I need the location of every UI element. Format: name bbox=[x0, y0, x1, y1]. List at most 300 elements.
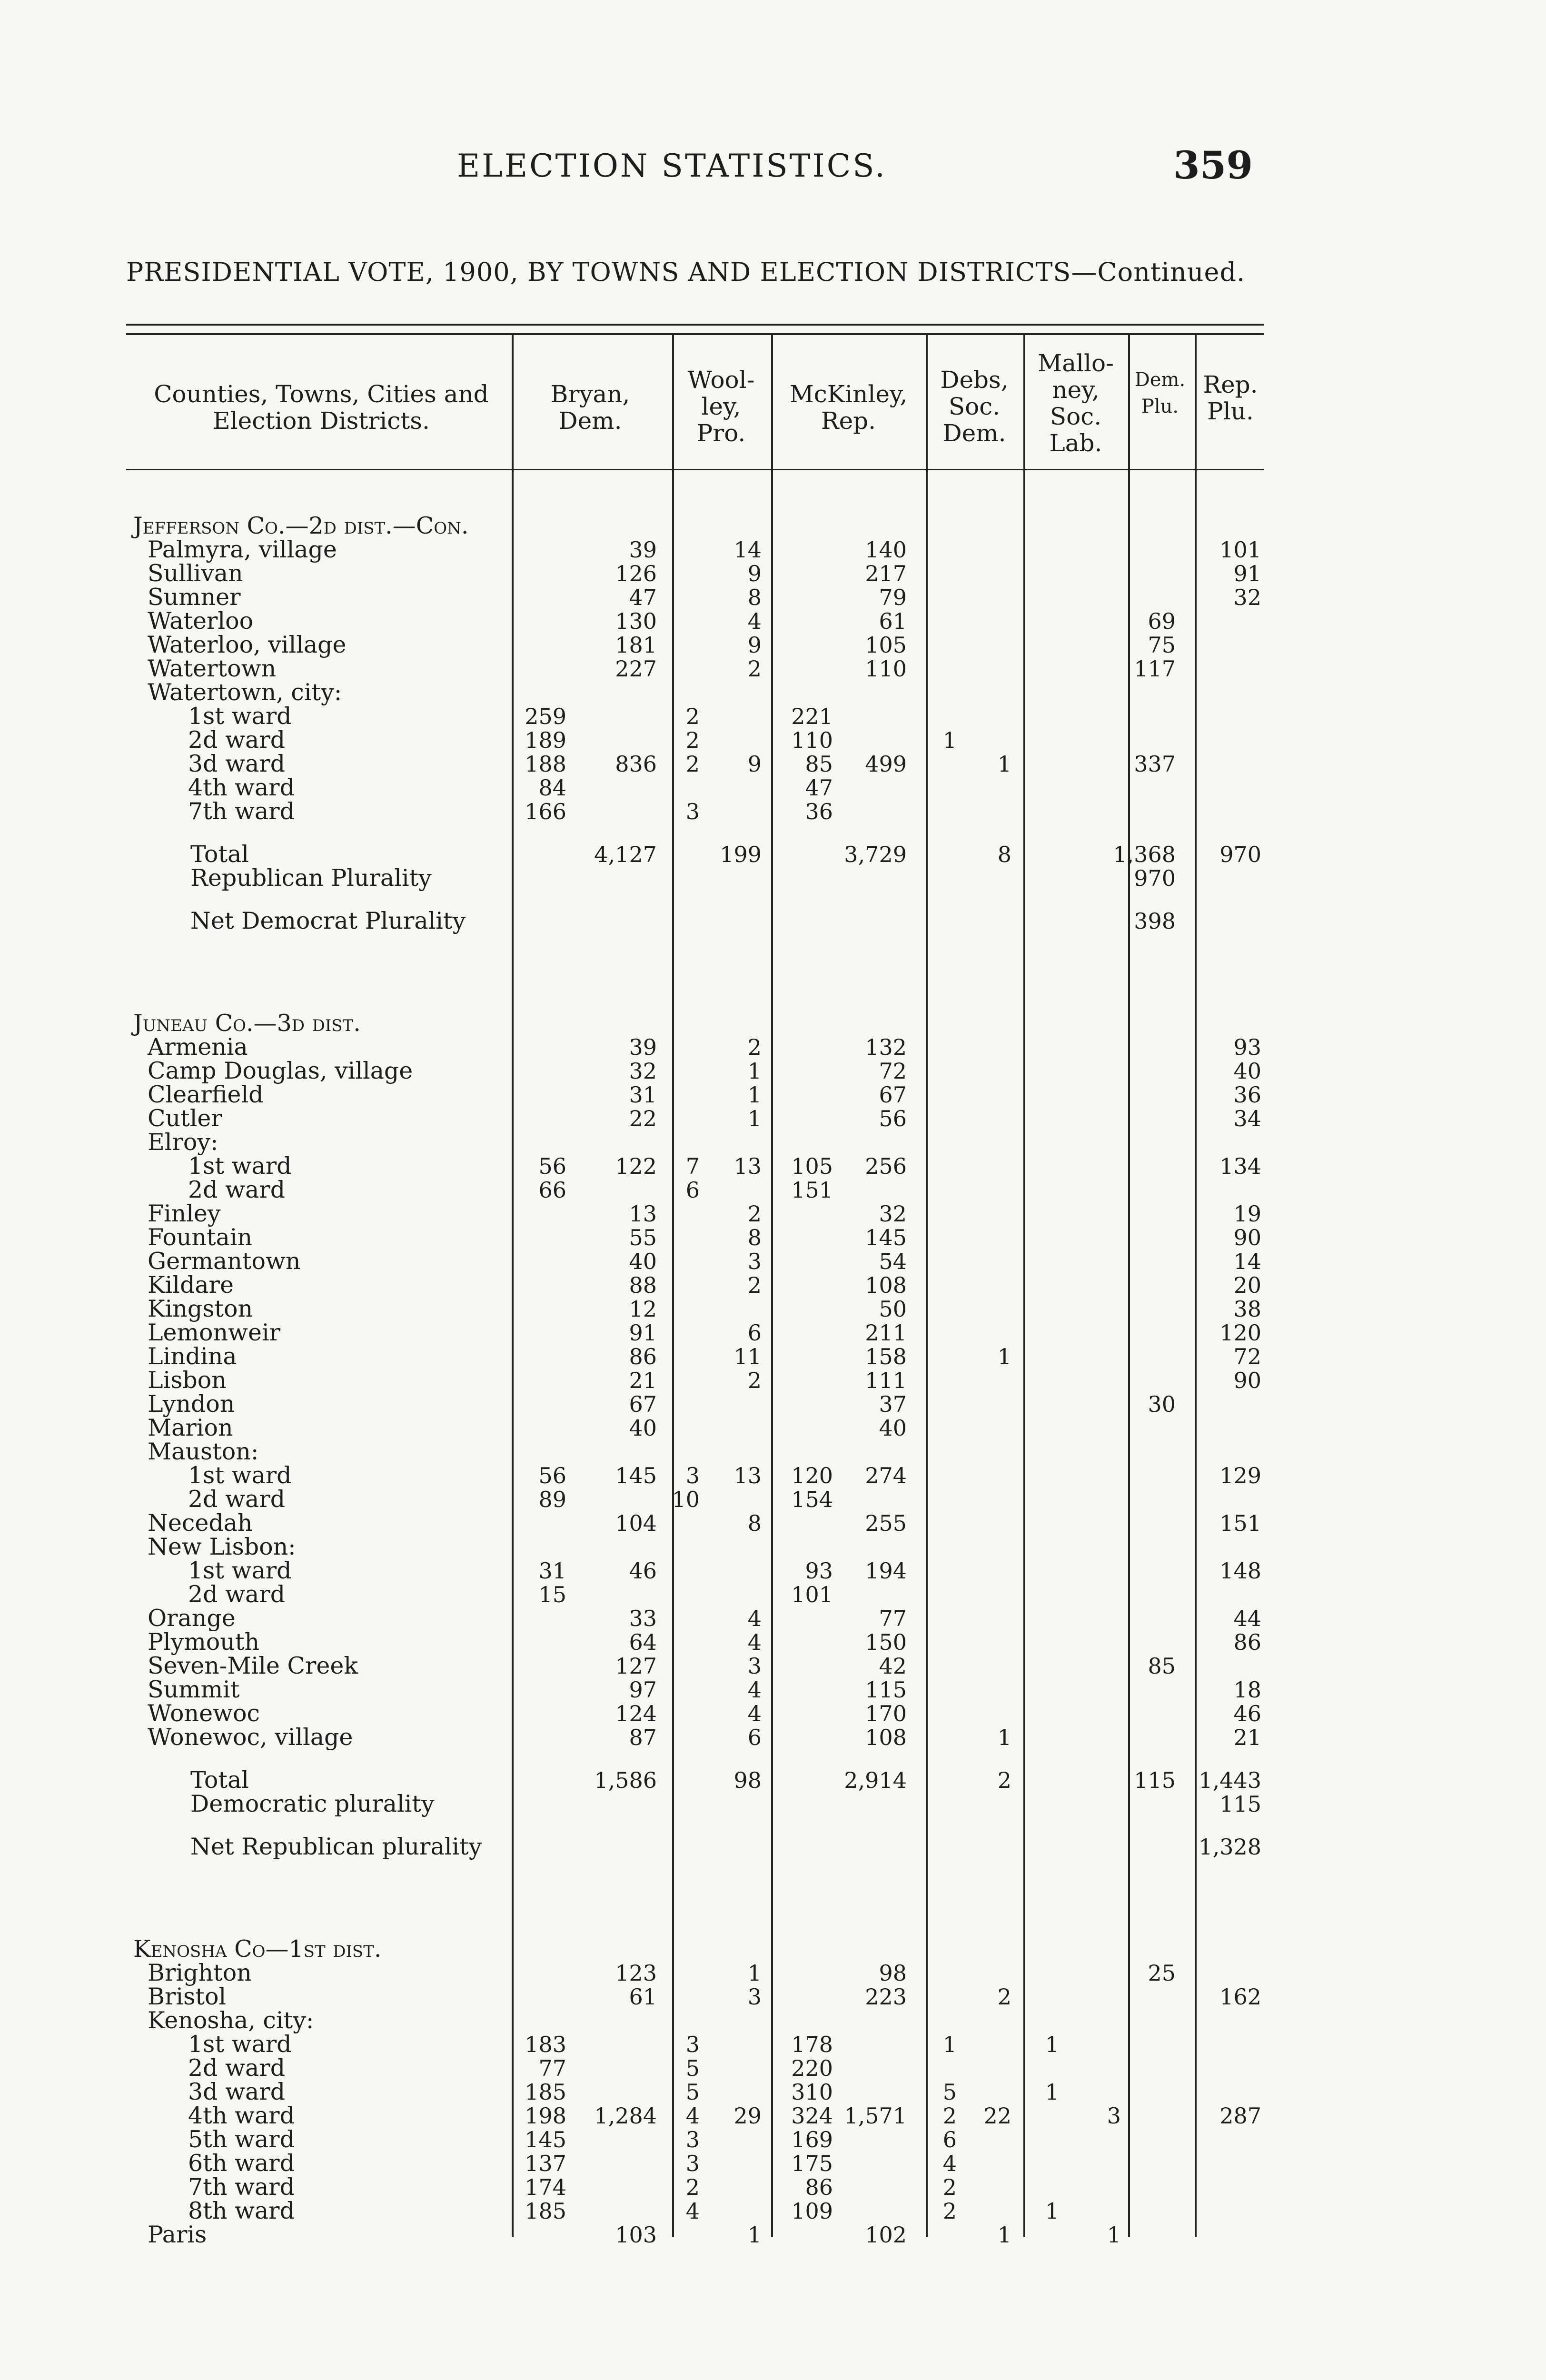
cell-sw: 2 bbox=[685, 2174, 700, 2200]
cell-mckinley: 158 bbox=[865, 1344, 907, 1369]
cell-sm: 86 bbox=[805, 2174, 833, 2200]
cell-woolley: 199 bbox=[720, 842, 762, 867]
cell-dem: 970 bbox=[1134, 865, 1176, 891]
cell-woolley: 4 bbox=[747, 608, 762, 634]
cell-rep: 162 bbox=[1219, 1984, 1261, 2010]
county-heading: Jefferson Co.—2d dist.—Con. bbox=[133, 512, 469, 539]
col-divider bbox=[1023, 333, 1025, 2237]
cell-rep: 115 bbox=[1219, 1791, 1261, 1817]
cell-woolley: 6 bbox=[747, 1320, 762, 1346]
cell-rep: 134 bbox=[1219, 1153, 1261, 1179]
row-label: 2d ward bbox=[188, 1176, 286, 1203]
county-heading: Kenosha Co—1st dist. bbox=[133, 1935, 382, 1963]
row-label: Summit bbox=[148, 1676, 240, 1703]
row-label: 1st ward bbox=[188, 2031, 292, 2058]
cell-woolley: 2 bbox=[747, 1272, 762, 1298]
row-label: 1st ward bbox=[188, 1462, 292, 1489]
cell-woolley: 3 bbox=[747, 1249, 762, 1274]
row-label: Armenia bbox=[148, 1033, 248, 1061]
cell-dem: 69 bbox=[1148, 608, 1176, 634]
cell-woolley: 1 bbox=[747, 2222, 762, 2248]
row-label: 2d ward bbox=[188, 2054, 286, 2082]
cell-sm: 85 bbox=[805, 751, 833, 777]
cell-mckinley: 54 bbox=[879, 1249, 907, 1274]
cell-bryan: 97 bbox=[629, 1677, 657, 1703]
cell-bryan: 88 bbox=[629, 1272, 657, 1298]
cell-bryan: 13 bbox=[629, 1201, 657, 1227]
cell-rep: 36 bbox=[1233, 1082, 1261, 1108]
cell-sm: 110 bbox=[791, 727, 833, 753]
cell-bryan: 1,284 bbox=[594, 2103, 657, 2129]
row-label: Net Democrat Plurality bbox=[190, 907, 466, 934]
cell-woolley: 29 bbox=[733, 2103, 762, 2129]
cell-sl: 1 bbox=[1045, 2079, 1059, 2105]
cell-bryan: 181 bbox=[615, 632, 657, 658]
cell-sm: 151 bbox=[791, 1177, 833, 1203]
row-label: Waterloo, village bbox=[148, 631, 347, 658]
cell-sb: 56 bbox=[538, 1463, 566, 1488]
col-divider bbox=[512, 333, 514, 2237]
row-label: 3d ward bbox=[188, 2078, 286, 2105]
cell-bryan: 39 bbox=[629, 537, 657, 563]
header-debs: Debs, Soc. Dem. bbox=[940, 366, 1009, 447]
cell-sm: 220 bbox=[791, 2055, 833, 2081]
cell-sb: 66 bbox=[538, 1177, 566, 1203]
header-woolley: Wool- ley, Pro. bbox=[687, 366, 755, 447]
cell-rep: 90 bbox=[1233, 1368, 1261, 1393]
cell-sd: 5 bbox=[942, 2079, 957, 2105]
row-label: Necedah bbox=[148, 1509, 253, 1537]
cell-rep: 18 bbox=[1233, 1677, 1261, 1703]
header-mckinley: McKinley, Rep. bbox=[789, 380, 908, 435]
row-label: Wonewoc, village bbox=[148, 1724, 353, 1751]
cell-rep: 20 bbox=[1233, 1272, 1261, 1298]
cell-mckinley: 77 bbox=[879, 1606, 907, 1631]
cell-bryan: 21 bbox=[629, 1368, 657, 1393]
row-label: 2d ward bbox=[188, 1581, 286, 1608]
row-label: 2d ward bbox=[188, 1486, 286, 1513]
cell-woolley: 9 bbox=[747, 561, 762, 586]
row-label: Camp Douglas, village bbox=[148, 1057, 413, 1084]
row-label: Cutler bbox=[148, 1105, 222, 1132]
row-label: Brighton bbox=[148, 1959, 252, 1986]
cell-sm: 105 bbox=[791, 1153, 833, 1179]
cell-sm: 109 bbox=[791, 2198, 833, 2224]
table-caption: PRESIDENTIAL VOTE, 1900, BY TOWNS AND ELECTION DISTRICTS—Continued. bbox=[126, 257, 1246, 287]
cell-woolley: 3 bbox=[747, 1653, 762, 1679]
cell-mckinley: 108 bbox=[865, 1725, 907, 1750]
cell-mckinley: 3,729 bbox=[844, 842, 907, 867]
row-label: Seven-Mile Creek bbox=[148, 1652, 358, 1679]
row-label: Republican Plurality bbox=[190, 864, 432, 892]
county-heading: Juneau Co.—3d dist. bbox=[133, 1010, 361, 1037]
cell-bryan: 47 bbox=[629, 585, 657, 610]
cell-mckinley: 102 bbox=[865, 2222, 907, 2248]
cell-bryan: 46 bbox=[629, 1558, 657, 1584]
cell-mckinley: 170 bbox=[865, 1701, 907, 1726]
cell-woolley: 4 bbox=[747, 1629, 762, 1655]
cell-sb: 259 bbox=[525, 704, 566, 729]
cell-sb: 31 bbox=[538, 1558, 566, 1584]
cell-sw: 3 bbox=[685, 1463, 700, 1488]
cell-woolley: 2 bbox=[747, 1034, 762, 1060]
top-rule bbox=[126, 324, 1264, 326]
cell-dem: 85 bbox=[1148, 1653, 1176, 1679]
cell-debs: 1 bbox=[997, 1725, 1011, 1750]
cell-woolley: 8 bbox=[747, 585, 762, 610]
cell-mckinley: 256 bbox=[865, 1153, 907, 1179]
row-label: 1st ward bbox=[188, 703, 292, 730]
cell-sm: 310 bbox=[791, 2079, 833, 2105]
cell-sd: 2 bbox=[942, 2103, 957, 2129]
cell-woolley: 13 bbox=[733, 1153, 762, 1179]
cell-rep: 129 bbox=[1219, 1463, 1261, 1488]
cell-bryan: 1,586 bbox=[594, 1767, 657, 1793]
row-label: Lyndon bbox=[148, 1390, 235, 1418]
row-label: Sullivan bbox=[148, 560, 243, 587]
row-label: 8th ward bbox=[188, 2197, 295, 2224]
cell-malloney: 1 bbox=[1107, 2222, 1121, 2248]
row-label: 5th ward bbox=[188, 2126, 295, 2153]
row-label: 7th ward bbox=[188, 798, 295, 825]
cell-mckinley: 211 bbox=[865, 1320, 907, 1346]
cell-mckinley: 67 bbox=[879, 1082, 907, 1108]
row-label: 2d ward bbox=[188, 726, 286, 754]
cell-sw: 5 bbox=[685, 2055, 700, 2081]
row-label: Watertown bbox=[148, 655, 277, 682]
cell-woolley: 98 bbox=[733, 1767, 762, 1793]
cell-bryan: 130 bbox=[615, 608, 657, 634]
row-label: Watertown, city: bbox=[148, 679, 342, 706]
row-label: Marion bbox=[148, 1414, 233, 1441]
cell-woolley: 1 bbox=[747, 1082, 762, 1108]
cell-woolley: 13 bbox=[733, 1463, 762, 1488]
cell-rep: 1,328 bbox=[1199, 1834, 1261, 1860]
cell-mckinley: 32 bbox=[879, 1201, 907, 1227]
cell-sb: 15 bbox=[538, 1582, 566, 1607]
col-divider bbox=[1128, 333, 1130, 2237]
cell-bryan: 87 bbox=[629, 1725, 657, 1750]
cell-mckinley: 140 bbox=[865, 537, 907, 563]
cell-rep: 1,443 bbox=[1199, 1767, 1261, 1793]
cell-mckinley: 111 bbox=[865, 1368, 907, 1393]
cell-rep: 44 bbox=[1233, 1606, 1261, 1631]
cell-sm: 47 bbox=[805, 775, 833, 801]
cell-rep: 101 bbox=[1219, 537, 1261, 563]
cell-sb: 198 bbox=[525, 2103, 566, 2129]
cell-sl: 1 bbox=[1045, 2032, 1059, 2057]
cell-bryan: 836 bbox=[615, 751, 657, 777]
cell-mckinley: 115 bbox=[865, 1677, 907, 1703]
cell-mckinley: 274 bbox=[865, 1463, 907, 1488]
cell-woolley: 14 bbox=[733, 537, 762, 563]
cell-sw: 2 bbox=[685, 727, 700, 753]
cell-sb: 183 bbox=[525, 2032, 566, 2057]
cell-bryan: 22 bbox=[629, 1106, 657, 1131]
cell-mckinley: 255 bbox=[865, 1510, 907, 1536]
cell-woolley: 3 bbox=[747, 1984, 762, 2010]
cell-sd: 1 bbox=[942, 2032, 957, 2057]
cell-rep: 34 bbox=[1233, 1106, 1261, 1131]
running-head: ELECTION STATISTICS. bbox=[457, 148, 887, 184]
row-label: Palmyra, village bbox=[148, 536, 337, 563]
cell-sm: 324 bbox=[791, 2103, 833, 2129]
cell-mckinley: 1,571 bbox=[844, 2103, 907, 2129]
cell-rep: 287 bbox=[1219, 2103, 1261, 2129]
cell-bryan: 104 bbox=[615, 1510, 657, 1536]
row-label: Net Republican plurality bbox=[190, 1833, 482, 1860]
cell-rep: 38 bbox=[1233, 1296, 1261, 1322]
cell-bryan: 61 bbox=[629, 1984, 657, 2010]
cell-bryan: 123 bbox=[615, 1960, 657, 1986]
cell-sw: 5 bbox=[685, 2079, 700, 2105]
cell-debs: 2 bbox=[997, 1984, 1011, 2010]
cell-mckinley: 50 bbox=[879, 1296, 907, 1322]
cell-sd: 6 bbox=[942, 2127, 957, 2152]
cell-sb: 185 bbox=[525, 2079, 566, 2105]
cell-sm: 154 bbox=[791, 1487, 833, 1512]
cell-sb: 89 bbox=[538, 1487, 566, 1512]
cell-dem: 30 bbox=[1148, 1391, 1176, 1417]
cell-sd: 2 bbox=[942, 2174, 957, 2200]
cell-rep: 151 bbox=[1219, 1510, 1261, 1536]
cell-bryan: 33 bbox=[629, 1606, 657, 1631]
cell-mckinley: 110 bbox=[865, 656, 907, 682]
cell-sw: 4 bbox=[685, 2103, 700, 2129]
row-label: Total bbox=[190, 841, 249, 868]
cell-woolley: 2 bbox=[747, 1201, 762, 1227]
cell-mckinley: 105 bbox=[865, 632, 907, 658]
row-label: 4th ward bbox=[188, 2102, 295, 2129]
cell-mckinley: 40 bbox=[879, 1415, 907, 1441]
page-number: 359 bbox=[1173, 143, 1253, 188]
header-malloney: Mallo- ney, Soc. Lab. bbox=[1038, 349, 1114, 457]
cell-dem: 25 bbox=[1148, 1960, 1176, 1986]
row-label: 1st ward bbox=[188, 1152, 292, 1180]
cell-bryan: 12 bbox=[629, 1296, 657, 1322]
row-label: Plymouth bbox=[148, 1628, 260, 1656]
cell-sw: 3 bbox=[685, 799, 700, 824]
col-divider bbox=[672, 333, 674, 2237]
header-label: Counties, Towns, Cities and Election Districts. bbox=[154, 380, 489, 435]
row-label: Democratic plurality bbox=[190, 1790, 435, 1817]
cell-rep: 40 bbox=[1233, 1058, 1261, 1084]
cell-debs: 22 bbox=[983, 2103, 1011, 2129]
row-label: Kildare bbox=[148, 1271, 234, 1299]
row-label: Wonewoc bbox=[148, 1700, 260, 1727]
cell-rep: 19 bbox=[1233, 1201, 1261, 1227]
row-label: Fountain bbox=[148, 1224, 253, 1251]
cell-sm: 93 bbox=[805, 1558, 833, 1584]
cell-sm: 36 bbox=[805, 799, 833, 824]
cell-woolley: 4 bbox=[747, 1701, 762, 1726]
cell-sw: 2 bbox=[685, 751, 700, 777]
cell-sb: 185 bbox=[525, 2198, 566, 2224]
cell-sb: 77 bbox=[538, 2055, 566, 2081]
cell-mckinley: 499 bbox=[865, 751, 907, 777]
cell-woolley: 2 bbox=[747, 656, 762, 682]
cell-dem: 398 bbox=[1134, 908, 1176, 934]
cell-malloney: 3 bbox=[1107, 2103, 1121, 2129]
row-label: Kenosha, city: bbox=[148, 2007, 314, 2034]
cell-mckinley: 223 bbox=[865, 1984, 907, 2010]
row-label: Mauston: bbox=[148, 1438, 259, 1465]
cell-sw: 2 bbox=[685, 704, 700, 729]
cell-mckinley: 72 bbox=[879, 1058, 907, 1084]
row-label: Lisbon bbox=[148, 1367, 227, 1394]
cell-sw: 10 bbox=[672, 1487, 700, 1512]
cell-mckinley: 61 bbox=[879, 608, 907, 634]
cell-sw: 3 bbox=[685, 2127, 700, 2152]
cell-woolley: 1 bbox=[747, 1960, 762, 1986]
cell-woolley: 2 bbox=[747, 1368, 762, 1393]
cell-bryan: 64 bbox=[629, 1629, 657, 1655]
cell-bryan: 127 bbox=[615, 1653, 657, 1679]
cell-woolley: 8 bbox=[747, 1225, 762, 1250]
cell-rep: 46 bbox=[1233, 1701, 1261, 1726]
cell-woolley: 4 bbox=[747, 1677, 762, 1703]
cell-dem: 115 bbox=[1134, 1767, 1176, 1793]
cell-sb: 166 bbox=[525, 799, 566, 824]
cell-rep: 21 bbox=[1233, 1725, 1261, 1750]
cell-sd: 2 bbox=[942, 2198, 957, 2224]
cell-woolley: 6 bbox=[747, 1725, 762, 1750]
cell-woolley: 8 bbox=[747, 1510, 762, 1536]
header-dem-plu: Dem. Plu. bbox=[1134, 369, 1186, 417]
cell-sd: 4 bbox=[942, 2151, 957, 2176]
cell-bryan: 40 bbox=[629, 1249, 657, 1274]
cell-dem: 117 bbox=[1134, 656, 1176, 682]
cell-sb: 84 bbox=[538, 775, 566, 801]
cell-bryan: 39 bbox=[629, 1034, 657, 1060]
cell-mckinley: 150 bbox=[865, 1629, 907, 1655]
cell-mckinley: 145 bbox=[865, 1225, 907, 1250]
row-label: Elroy: bbox=[148, 1129, 218, 1156]
cell-bryan: 4,127 bbox=[594, 842, 657, 867]
cell-mckinley: 132 bbox=[865, 1034, 907, 1060]
cell-sm: 175 bbox=[791, 2151, 833, 2176]
cell-sm: 178 bbox=[791, 2032, 833, 2057]
cell-debs: 1 bbox=[997, 751, 1011, 777]
row-label: Lindina bbox=[148, 1343, 237, 1370]
cell-mckinley: 2,914 bbox=[844, 1767, 907, 1793]
cell-woolley: 4 bbox=[747, 1606, 762, 1631]
cell-sm: 221 bbox=[791, 704, 833, 729]
cell-bryan: 126 bbox=[615, 561, 657, 586]
cell-woolley: 1 bbox=[747, 1058, 762, 1084]
cell-rep: 93 bbox=[1233, 1034, 1261, 1060]
cell-mckinley: 56 bbox=[879, 1106, 907, 1131]
cell-rep: 91 bbox=[1233, 561, 1261, 586]
header-rep-plu: Rep. Plu. bbox=[1203, 371, 1258, 425]
col-divider bbox=[926, 333, 928, 2237]
row-label: Orange bbox=[148, 1605, 236, 1632]
cell-sw: 6 bbox=[685, 1177, 700, 1203]
cell-rep: 14 bbox=[1233, 1249, 1261, 1274]
cell-bryan: 124 bbox=[615, 1701, 657, 1726]
cell-mckinley: 108 bbox=[865, 1272, 907, 1298]
row-label: Waterloo bbox=[148, 607, 254, 635]
cell-sw: 4 bbox=[685, 2198, 700, 2224]
top-rule-2 bbox=[126, 333, 1264, 335]
col-divider bbox=[1195, 333, 1197, 2237]
cell-dem: 337 bbox=[1134, 751, 1176, 777]
cell-woolley: 9 bbox=[747, 751, 762, 777]
cell-sw: 3 bbox=[685, 2151, 700, 2176]
cell-sm: 101 bbox=[791, 1582, 833, 1607]
row-label: 7th ward bbox=[188, 2173, 295, 2201]
cell-rep: 32 bbox=[1233, 585, 1261, 610]
header-bryan: Bryan, Dem. bbox=[550, 380, 630, 435]
row-label: Paris bbox=[148, 2221, 207, 2248]
cell-bryan: 227 bbox=[615, 656, 657, 682]
cell-sb: 174 bbox=[525, 2174, 566, 2200]
cell-sd: 1 bbox=[942, 727, 957, 753]
row-label: 4th ward bbox=[188, 774, 295, 801]
cell-sb: 56 bbox=[538, 1153, 566, 1179]
cell-rep: 148 bbox=[1219, 1558, 1261, 1584]
cell-mckinley: 42 bbox=[879, 1653, 907, 1679]
cell-dem: 1,368 bbox=[1113, 842, 1176, 867]
row-label: Lemonweir bbox=[148, 1319, 281, 1346]
cell-rep: 970 bbox=[1219, 842, 1261, 867]
cell-sb: 145 bbox=[525, 2127, 566, 2152]
cell-bryan: 31 bbox=[629, 1082, 657, 1108]
cell-mckinley: 37 bbox=[879, 1391, 907, 1417]
row-label: 1st ward bbox=[188, 1557, 292, 1584]
cell-bryan: 40 bbox=[629, 1415, 657, 1441]
row-label: Kingston bbox=[148, 1295, 253, 1322]
cell-mckinley: 217 bbox=[865, 561, 907, 586]
cell-mckinley: 194 bbox=[865, 1558, 907, 1584]
cell-bryan: 55 bbox=[629, 1225, 657, 1250]
cell-sm: 120 bbox=[791, 1463, 833, 1488]
cell-rep: 120 bbox=[1219, 1320, 1261, 1346]
row-label: Germantown bbox=[148, 1248, 301, 1275]
cell-sb: 137 bbox=[525, 2151, 566, 2176]
cell-woolley: 1 bbox=[747, 1106, 762, 1131]
row-label: 6th ward bbox=[188, 2150, 295, 2177]
col-divider bbox=[771, 333, 773, 2237]
cell-sm: 169 bbox=[791, 2127, 833, 2152]
cell-bryan: 91 bbox=[629, 1320, 657, 1346]
cell-dem: 75 bbox=[1148, 632, 1176, 658]
cell-mckinley: 98 bbox=[879, 1960, 907, 1986]
row-label: Clearfield bbox=[148, 1081, 264, 1108]
cell-woolley: 9 bbox=[747, 632, 762, 658]
row-label: 3d ward bbox=[188, 750, 286, 777]
cell-debs: 2 bbox=[997, 1767, 1011, 1793]
row-label: Finley bbox=[148, 1200, 221, 1227]
cell-bryan: 122 bbox=[615, 1153, 657, 1179]
cell-bryan: 67 bbox=[629, 1391, 657, 1417]
row-label: New Lisbon: bbox=[148, 1533, 296, 1560]
cell-rep: 72 bbox=[1233, 1344, 1261, 1369]
row-label: Bristol bbox=[148, 1983, 227, 2010]
row-label: Sumner bbox=[148, 584, 241, 611]
cell-bryan: 32 bbox=[629, 1058, 657, 1084]
cell-mckinley: 79 bbox=[879, 585, 907, 610]
cell-debs: 1 bbox=[997, 2222, 1011, 2248]
header-rule bbox=[126, 469, 1264, 470]
cell-debs: 1 bbox=[997, 1344, 1011, 1369]
cell-rep: 86 bbox=[1233, 1629, 1261, 1655]
cell-bryan: 86 bbox=[629, 1344, 657, 1369]
cell-rep: 90 bbox=[1233, 1225, 1261, 1250]
cell-bryan: 145 bbox=[615, 1463, 657, 1488]
cell-woolley: 11 bbox=[733, 1344, 762, 1369]
cell-sb: 188 bbox=[525, 751, 566, 777]
